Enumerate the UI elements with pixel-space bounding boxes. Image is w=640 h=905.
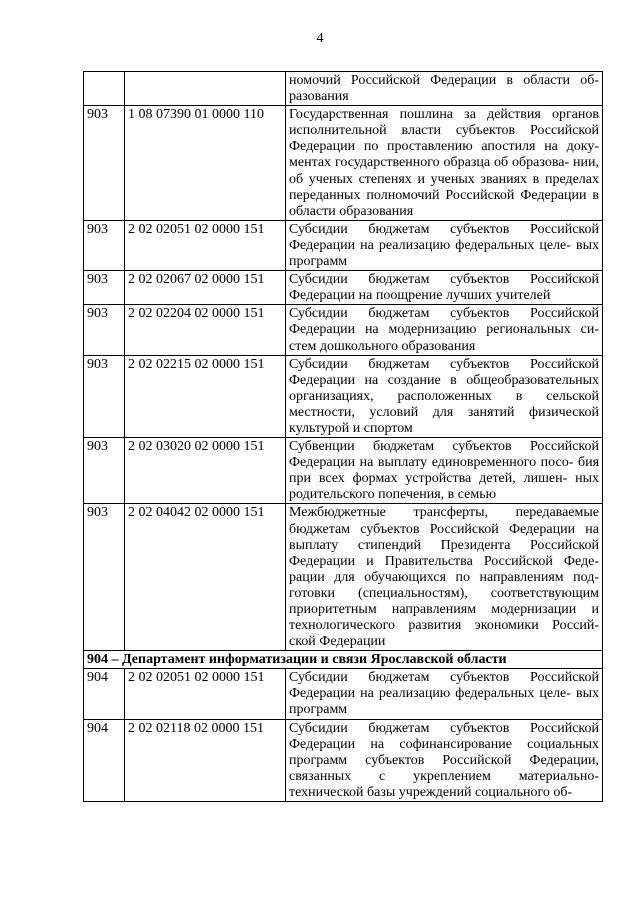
table-row xyxy=(84,271,603,305)
table-row xyxy=(84,504,603,651)
revenue-name-line: местности, условий для занятий физической xyxy=(289,404,599,420)
revenue-name-line: программ субъектов Российской Федерации, xyxy=(289,752,599,768)
revenue-name-line: стем дошкольного образования xyxy=(289,338,476,354)
administrator-code-cell: 903 xyxy=(84,106,125,221)
revenue-code-cell: 2 02 02051 02 0000 151 xyxy=(125,669,286,719)
revenue-name-line: Государственная пошлина за действия органов xyxy=(289,107,599,123)
revenue-name-line: номочий Российской Федерации в области об- xyxy=(289,73,599,88)
revenue-name-cell xyxy=(286,504,603,651)
revenue-name-line: Субсидии бюджетам субъектов Российской xyxy=(289,670,599,686)
table-row xyxy=(84,719,603,801)
administrator-code-cell: 904 xyxy=(84,669,125,719)
administrator-code-cell: 903 xyxy=(84,220,125,270)
revenue-name-cell xyxy=(286,72,603,106)
revenue-name-line: выплату стипендий Президента Российской xyxy=(289,537,599,553)
revenue-name-line: бия при всех формах устройства детей, лишен- xyxy=(289,455,600,487)
revenue-name-line: бюджетам субъектов Российской Федерации на xyxy=(289,521,599,537)
table-row xyxy=(84,438,603,504)
revenue-name-line: вых программ xyxy=(289,237,599,270)
revenue-name-line: Субсидии бюджетам субъектов Российской xyxy=(289,272,599,288)
revenue-name-line: Субсидии бюджетам субъектов Российской xyxy=(289,221,599,237)
administrator-code-cell: 903 xyxy=(84,355,125,437)
revenue-name-line: Федерации на реализацию федеральных целе- xyxy=(289,237,571,253)
revenue-name-cell xyxy=(286,106,603,221)
revenue-name-line: исполнительной власти субъектов Российской xyxy=(289,123,599,139)
revenue-name-line: Субсидии бюджетам субъектов Российской xyxy=(289,356,599,372)
revenue-name-line: Межбюджетные трансферты, передаваемые xyxy=(289,505,599,521)
table-row xyxy=(84,355,603,437)
budget-classification-table xyxy=(83,71,603,802)
revenue-name-cell xyxy=(286,271,603,305)
revenue-name-line: Федерации и Правительства Российской Феде- xyxy=(289,553,599,569)
revenue-name-line: культурой и спортом xyxy=(289,420,413,436)
revenue-name-line: Федерации на реализацию федеральных целе- xyxy=(289,686,571,702)
revenue-name-line: вых программ xyxy=(289,686,599,718)
revenue-name-line: приоритетным направлениям модернизации и xyxy=(289,602,599,617)
revenue-name-line: организациях, расположенных в сельской xyxy=(289,388,599,404)
revenue-name-line: технологического развития экономики Россий- xyxy=(289,618,599,634)
revenue-name-line: Федерации на поощрение лучших учителей xyxy=(289,288,551,304)
table-row xyxy=(84,220,603,270)
table-row xyxy=(84,72,603,106)
revenue-name-line: Федерации по проставлению апостиля на доку- xyxy=(289,139,599,155)
revenue-name-line: разования xyxy=(289,89,349,105)
revenue-code-cell: 2 02 02067 02 0000 151 xyxy=(125,271,286,305)
table-row xyxy=(84,305,603,355)
revenue-name-line: нии, об ученых степенях и ученых званиях в xyxy=(289,155,600,187)
revenue-name-cell xyxy=(286,355,603,437)
revenue-code-cell: 2 02 04042 02 0000 151 xyxy=(125,504,286,651)
revenue-name-line: связанных с укреплением материально- xyxy=(289,768,599,784)
revenue-code-cell: 1 08 07390 01 0000 110 xyxy=(125,106,286,221)
section-title: 904 – Департамент информатизации и связи Ярославской области xyxy=(84,651,603,669)
revenue-name-line: ской Федерации xyxy=(289,634,386,650)
revenue-name-line: Федерации в области образования xyxy=(289,187,600,219)
revenue-name-line: Субсидии бюджетам субъектов Российской xyxy=(289,306,599,322)
revenue-name-line: Федерации на софинансирование социальных xyxy=(289,736,599,752)
administrator-code-cell xyxy=(84,72,125,106)
revenue-name-line: ных родительского попечения, в семью xyxy=(289,471,599,503)
revenue-code-cell xyxy=(125,72,286,106)
revenue-name-cell xyxy=(286,305,603,355)
revenue-name-line: рации для обучающихся по направлениям под- xyxy=(289,569,599,585)
revenue-code-cell: 2 02 02215 02 0000 151 xyxy=(125,355,286,437)
revenue-name-line: Субсидии бюджетам субъектов Российской xyxy=(289,720,599,736)
administrator-code-cell: 904 xyxy=(84,719,125,801)
administrator-code-cell: 903 xyxy=(84,504,125,651)
administrator-code-cell: 903 xyxy=(84,271,125,305)
administrator-code-cell: 903 xyxy=(84,305,125,355)
section-header-row xyxy=(84,651,603,669)
revenue-name-cell xyxy=(286,220,603,270)
revenue-name-line: пределах переданных полномочий Российской xyxy=(289,171,600,203)
revenue-name-line: Субвенции бюджетам субъектов Российской xyxy=(289,439,599,455)
revenue-code-cell: 2 02 02204 02 0000 151 xyxy=(125,305,286,355)
revenue-name-cell xyxy=(286,719,603,801)
revenue-name-line: Федерации на создание в общеобразовательных xyxy=(289,372,599,388)
administrator-code-cell: 903 xyxy=(84,438,125,504)
revenue-name-line: готовки (специальностям), соответствующим xyxy=(289,585,599,601)
revenue-name-line: технической базы учреждений социального об- xyxy=(289,784,573,800)
table-row xyxy=(84,106,603,221)
table-body xyxy=(84,72,603,802)
revenue-name-cell xyxy=(286,438,603,504)
table-row xyxy=(84,669,603,719)
revenue-code-cell: 2 02 03020 02 0000 151 xyxy=(125,438,286,504)
revenue-code-cell: 2 02 02118 02 0000 151 xyxy=(125,719,286,801)
revenue-name-cell xyxy=(286,669,603,719)
revenue-name-line: Федерации на выплату единовременного посо- xyxy=(289,455,574,471)
revenue-code-cell: 2 02 02051 02 0000 151 xyxy=(125,220,286,270)
page-number: 4 xyxy=(316,31,324,46)
revenue-name-line: ментах государственного образца об образова- xyxy=(289,155,570,171)
revenue-name-line: Федерации на модернизацию региональных си- xyxy=(289,322,599,338)
